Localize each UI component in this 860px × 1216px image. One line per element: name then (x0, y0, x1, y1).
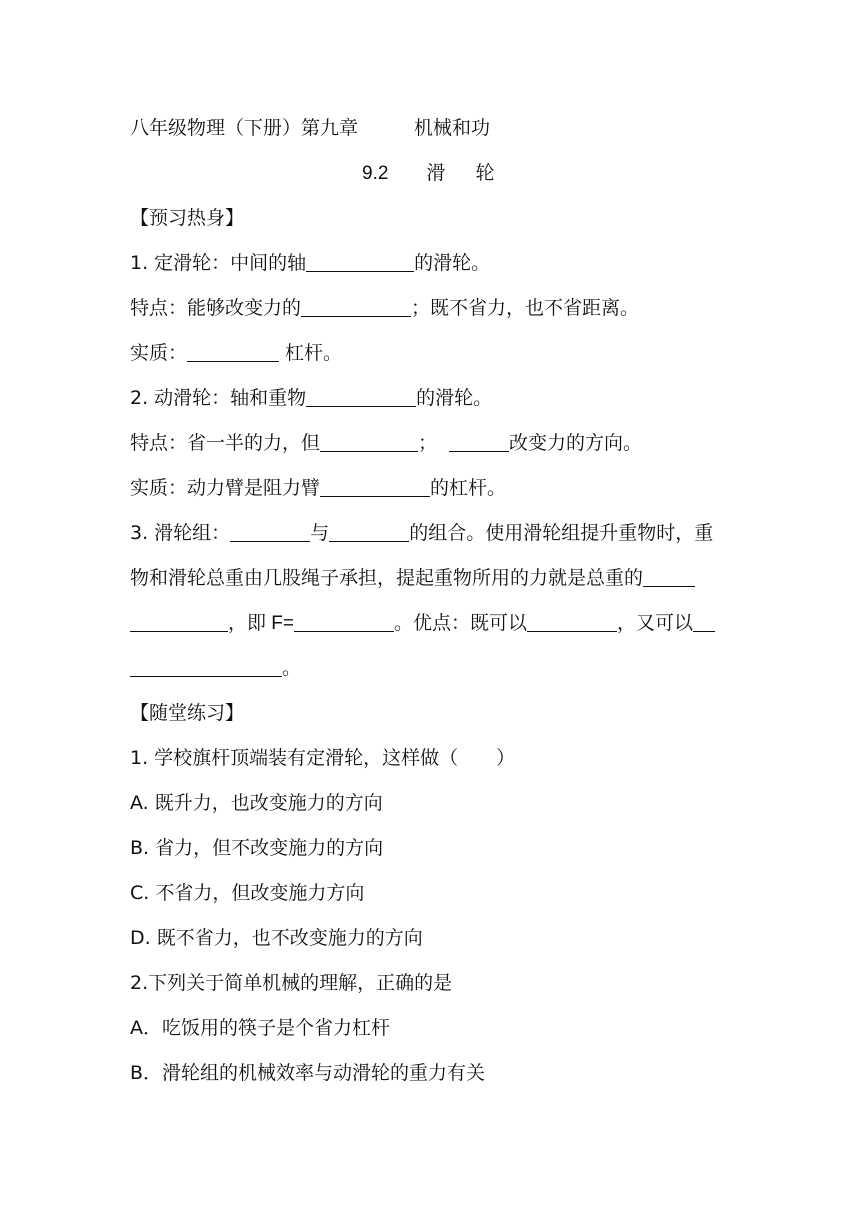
q2-feature-c: 改变力的方向。 (509, 432, 643, 454)
q1-tail: 的滑轮。 (414, 252, 491, 274)
practice-q1: 1. 学校旗杆顶端装有定滑轮，这样做（ ） (130, 747, 516, 769)
q2-feature-a: 特点：省一半的力，但 (130, 432, 321, 454)
section-char-1: 滑 (426, 162, 446, 184)
title-left: 八年级物理（下册）第九章 (130, 117, 359, 139)
practice-q1-option-c: C. 不省力，但改变施力方向 (130, 882, 365, 904)
preview-q3-line2 (130, 565, 695, 591)
practice-q2-option-a: A．吃饭用的筷子是个省力杠杆 (130, 1017, 390, 1039)
answer-blank[interactable] (301, 296, 411, 317)
answer-blank[interactable] (306, 251, 414, 272)
q3-line3-a: ，即 F= (228, 613, 294, 634)
q3-b: 与 (310, 522, 330, 544)
q2-feature-b: ； (418, 432, 438, 454)
answer-blank[interactable] (230, 521, 310, 542)
q3-line4-end: 。 (282, 657, 302, 679)
answer-blank[interactable] (527, 611, 617, 632)
practice-q1-option-d: D. 既不省力，也不改变施力的方向 (130, 927, 423, 949)
practice-q2: 2.下列关于简单机械的理解，正确的是 (130, 972, 453, 994)
q3-line3-c: ，又可以 (617, 612, 694, 634)
title-right: 机械和功 (414, 117, 491, 139)
preview-q2-feature (130, 430, 642, 456)
q3-line2: 物和滑轮总重由几股绳子承担，提起重物所用的力就是总重的 (130, 567, 644, 589)
q1-label: 1. 定滑轮：中间的轴 (130, 252, 307, 274)
answer-blank[interactable] (187, 341, 279, 362)
q1-feature-b: ；既不省力，也不省距离。 (411, 297, 640, 319)
preview-q1-feature (130, 295, 639, 321)
answer-blank[interactable] (320, 431, 418, 452)
practice-q1-option-a: A. 既升力，也改变施力的方向 (130, 792, 383, 814)
q2-tail: 的滑轮。 (416, 387, 493, 409)
preview-heading: 【预习热身】 (130, 207, 245, 229)
q2-essence-a: 实质：动力臂是阻力臂 (130, 477, 321, 499)
answer-blank[interactable] (329, 521, 409, 542)
document-title (130, 115, 490, 141)
practice-heading: 【随堂练习】 (130, 702, 245, 724)
answer-blank[interactable] (130, 656, 282, 677)
practice-q2-option-b: B．滑轮组的机械效率与动滑轮的重力有关 (130, 1062, 486, 1084)
q2-label: 2. 动滑轮：轴和重物 (130, 387, 307, 409)
q1-feature-a: 特点：能够改变力的 (130, 297, 302, 319)
q3-c: 的组合。使用滑轮组提升重物时，重 (409, 522, 714, 544)
preview-q1 (130, 250, 490, 276)
q1-essence-b: 杠杆。 (279, 342, 343, 364)
preview-q2 (130, 385, 492, 411)
answer-blank[interactable] (320, 476, 430, 497)
preview-q3-line3 (130, 610, 715, 637)
practice-q1-option-b: B. 省力，但不改变施力的方向 (130, 837, 384, 859)
answer-blank[interactable] (130, 611, 228, 632)
q2-essence-b: 的杠杆。 (430, 477, 507, 499)
q1-essence-a: 实质： (130, 342, 188, 364)
answer-blank[interactable] (643, 566, 695, 587)
preview-q1-essence (130, 340, 342, 366)
preview-q3-line1 (130, 520, 713, 546)
q3-a: 3. 滑轮组： (130, 522, 231, 544)
q3-line3-b: 。优点：既可以 (393, 612, 527, 634)
section-char-2: 轮 (475, 162, 495, 184)
preview-q2-essence (130, 475, 506, 501)
answer-blank[interactable] (294, 611, 394, 632)
answer-blank[interactable] (449, 431, 509, 452)
answer-blank[interactable] (693, 611, 715, 632)
section-number: 9.2 (362, 163, 389, 184)
answer-blank[interactable] (306, 386, 416, 407)
section-heading (362, 160, 494, 187)
preview-q3-line4 (130, 655, 301, 681)
